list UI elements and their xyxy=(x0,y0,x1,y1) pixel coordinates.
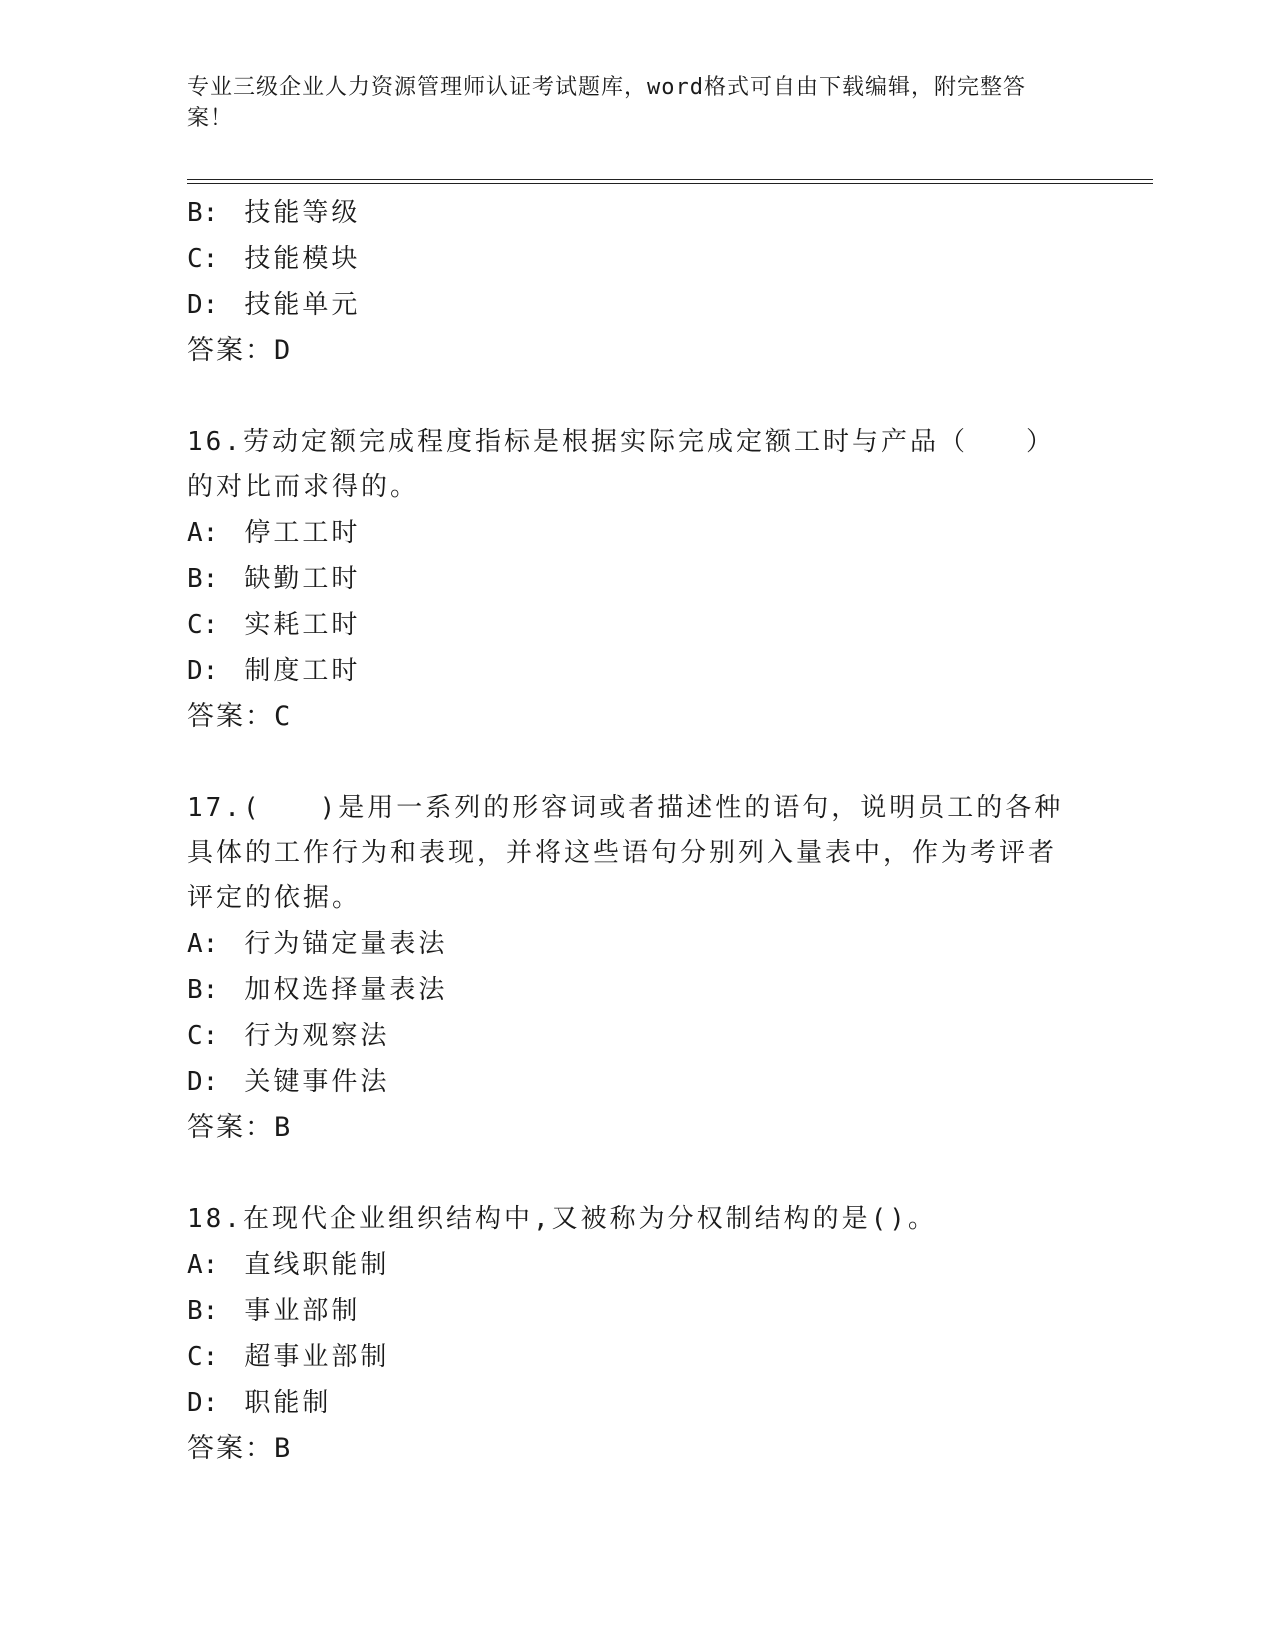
option-b: B: 缺勤工时 xyxy=(187,564,361,594)
option-c: C: 超事业部制 xyxy=(187,1342,390,1372)
question-block-16 xyxy=(187,420,1087,740)
option-b: B: 技能等级 xyxy=(187,198,361,228)
option-a: A: 行为锚定量表法 xyxy=(187,929,448,959)
option-d: D: 关键事件法 xyxy=(187,1067,390,1097)
option-c: C: 实耗工时 xyxy=(187,610,361,640)
question-stem: 16.劳动定额完成程度指标是根据实际完成定额工时与产品（ ）的对比而求得的。 xyxy=(187,427,1055,502)
header-divider-bottom xyxy=(187,183,1153,184)
question-block-18 xyxy=(187,1197,1087,1472)
question-block-continued xyxy=(187,190,1087,374)
question-block-17 xyxy=(187,786,1087,1151)
answer-line: 答案：B xyxy=(187,1112,293,1143)
option-d: D: 职能制 xyxy=(187,1388,332,1418)
question-stem: 17.( )是用一系列的形容词或者描述性的语句，说明员工的各种具体的工作行为和表现，并将这些语句分别列入量表中，作为考评者评定的依据。 xyxy=(187,793,1064,913)
option-d: D: 制度工时 xyxy=(187,656,361,686)
answer-line: 答案：C xyxy=(187,701,293,732)
question-list xyxy=(187,190,1087,1472)
answer-line: 答案：B xyxy=(187,1433,293,1464)
option-c: C: 行为观察法 xyxy=(187,1021,390,1051)
option-d: D: 技能单元 xyxy=(187,290,361,320)
option-b: B: 加权选择量表法 xyxy=(187,975,448,1005)
option-b: B: 事业部制 xyxy=(187,1296,361,1326)
option-a: A: 停工工时 xyxy=(187,518,361,548)
answer-line: 答案：D xyxy=(187,335,293,366)
document-header: 专业三级企业人力资源管理师认证考试题库，word格式可自由下载编辑，附完整答案！ xyxy=(187,75,1026,131)
option-a: A: 直线职能制 xyxy=(187,1250,390,1280)
header-divider-top xyxy=(187,179,1153,180)
question-stem: 18.在现代企业组织结构中,又被称为分权制结构的是()。 xyxy=(187,1204,937,1234)
option-c: C: 技能模块 xyxy=(187,244,361,274)
